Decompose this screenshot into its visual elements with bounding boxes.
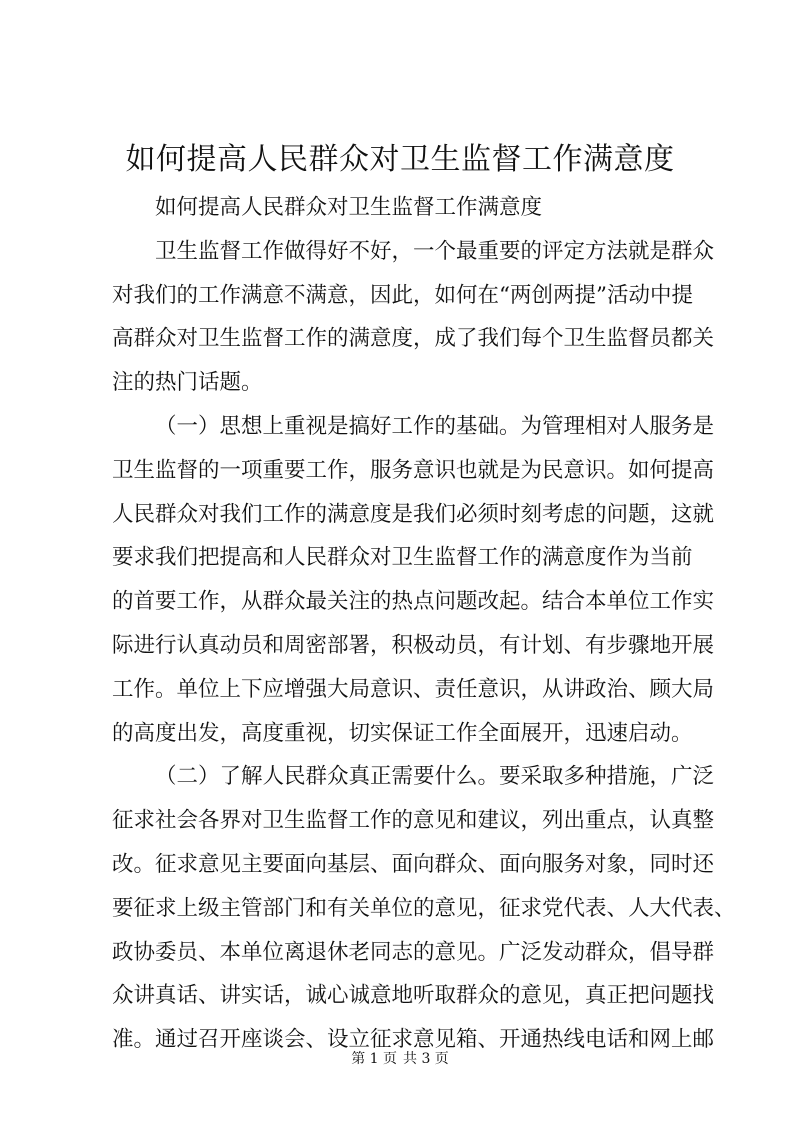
- text-line: 对我们的工作满意不满意，因此，如何在“两创两提”活动中提: [112, 282, 693, 308]
- text-line: 人民群众对我们工作的满意度是我们必须时刻考虑的问题，这就: [112, 501, 715, 527]
- text-line: 要求我们把提高和人民群众对卫生监督工作的满意度作为当前: [112, 545, 693, 571]
- subtitle-line: 如何提高人民群众对卫生监督工作满意度: [155, 195, 543, 220]
- page-total: 共 3 页: [403, 1051, 449, 1067]
- document-body: [112, 186, 736, 1062]
- text-line: （二）了解人民群众真正需要什么。要采取多种措施，广泛: [155, 764, 715, 790]
- paragraph-3: [112, 755, 736, 1062]
- text-line: 的高度出发，高度重视，切实保证工作全面展开，迅速启动。: [112, 720, 693, 746]
- text-line: 际进行认真动员和周密部署，积极动员，有计划、有步骤地开展: [112, 632, 715, 658]
- subtitle-paragraph: [112, 186, 690, 230]
- paragraph-1: [112, 230, 715, 405]
- text-line: 高群众对卫生监督工作的满意度，成了我们每个卫生监督员都关: [112, 326, 715, 352]
- text-line: 要征求上级主管部门和有关单位的意见，征求党代表、人大代表、: [112, 895, 736, 921]
- text-line: （一）思想上重视是搞好工作的基础。为管理相对人服务是: [155, 413, 715, 439]
- text-line: 征求社会各界对卫生监督工作的意见和建议，列出重点，认真整: [112, 808, 715, 834]
- text-line: 众讲真话、讲实话，诚心诚意地听取群众的意见，真正把问题找: [112, 983, 715, 1009]
- text-line: 卫生监督工作做得好不好，一个最重要的评定方法就是群众: [155, 238, 715, 264]
- document-title: 如何提高人民群众对卫生监督工作满意度: [125, 142, 675, 177]
- text-line: 工作。单位上下应增强大局意识、责任意识，从讲政治、顾大局: [112, 676, 715, 702]
- text-line: 注的热门话题。: [112, 370, 263, 396]
- paragraph-2: [112, 405, 715, 755]
- text-line: 改。征求意见主要面向基层、面向群众、面向服务对象，同时还: [112, 851, 715, 877]
- text-line: 准。通过召开座谈会、设立征求意见箱、开通热线电话和网上邮: [112, 1027, 715, 1053]
- text-line: 政协委员、本单位离退休老同志的意见。广泛发动群众，倡导群: [112, 939, 715, 965]
- text-line: 的首要工作，从群众最关注的热点问题改起。结合本单位工作实: [112, 589, 715, 615]
- text-line: 卫生监督的一项重要工作，服务意识也就是为民意识。如何提高: [112, 457, 715, 483]
- page-footer: [0, 1049, 800, 1069]
- page-number: 第 1 页: [351, 1051, 397, 1067]
